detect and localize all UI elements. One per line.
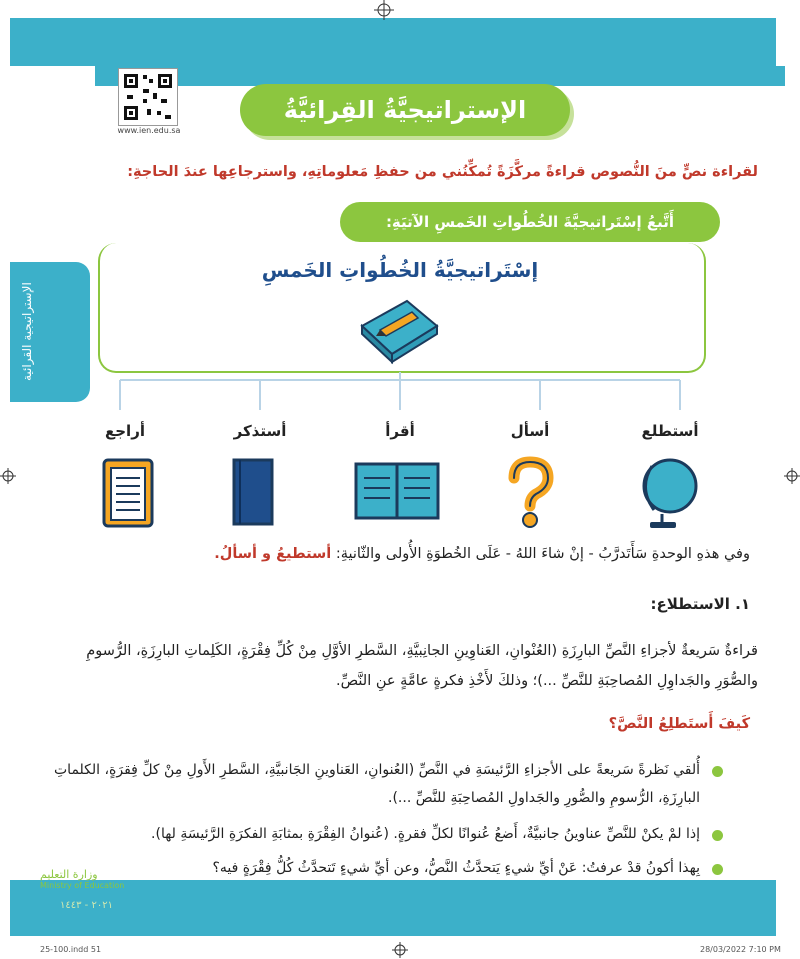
howto-heading: كَيفَ أَستَطلِعُ النَّصَّ؟	[608, 716, 750, 732]
bullet-dot-icon	[712, 766, 723, 777]
list-item: إذا لمْ يكنْ للنَّصِّ عناوينُ جانبيَّةٌ، أَضعُ عُنوانًا لكلِّ فقرةٍ. (عُنوانُ الفِقْرَةِ بمثابَةِ الفكرَةِ الرَّئيسَةِ لها).	[151, 826, 700, 842]
section-paragraph: قراءةٌ سَريعةٌ لأجزاءِ النَّصِّ البارِزَةِ (العُنْوانِ، العَناوِينِ الجانِبيَّةِ، السَّطرِ الأوَّلِ مِنْ كُلِّ فِقْرَةٍ، الكَلِماتِ البارِزَةِ، الرُّسومِ والصُّوَرِ والجَداوِلِ المُصاحِبَةِ للنَّصِّ ...)؛ وذلكَ لأَخْذِ فكرةٍ عامَّةٍ عنِ النَّصِّ.	[86, 643, 758, 689]
qr-url: www.ien.edu.sa	[117, 126, 181, 135]
section-heading: ١. الاستطلاع:	[650, 595, 750, 613]
ministry-name-en: Ministry of Education	[40, 881, 125, 890]
open-book-icon	[352, 458, 442, 524]
question-mark-icon	[500, 456, 560, 530]
step-label-survey: أستطلع	[641, 422, 699, 440]
step-label-review: أراجع	[105, 422, 145, 440]
registration-mark-icon	[392, 942, 408, 958]
header-band	[10, 18, 776, 66]
page-title: الإستراتيجيَّةُ القِرائيَّةُ	[240, 84, 570, 136]
registration-mark-icon	[374, 0, 394, 20]
step-label-read: أقرأ	[385, 422, 415, 440]
ministry-name: وزارة التعليم	[40, 868, 98, 881]
diagram-title: إسْتَراتيجيَّةُ الخُطُواتِ الخَمسِ	[261, 258, 539, 282]
bullet-dot-icon	[712, 830, 723, 841]
clipboard-icon	[100, 454, 156, 530]
step-label-question: أسأل	[510, 422, 550, 440]
list-item: أُلقي نَظرةً سَريعةً على الأجزاءِ الرَّئيسَةِ في النَّصِّ (العُنوانِ، العَناوينِ الجَانبيَّةِ، السَّطرِ الأَولِ مِنْ كلِّ فِقرَةٍ، الكلماتِ البارِزَةِ، الرُّسومِ والصُّورِ والجَداولِ المُصاحِبَةِ للنَّصِّ ...).	[54, 762, 700, 806]
ministry-logo	[40, 868, 150, 890]
closed-book-icon	[228, 456, 278, 528]
notebook-pencil-icon	[352, 296, 442, 366]
list-item: بِهذا أكونُ قدْ عرفتُ: عَنْ أيِّ شيءٍ يَتحدَّثُ النَّصُّ، وعن أيِّ شيءٍ تَتحدَّثُ كُلُّ فِقْرَةٍ فيه؟	[212, 860, 700, 876]
globe-icon	[632, 452, 702, 532]
qr-code-icon	[119, 69, 177, 125]
diagram-connectors	[110, 372, 690, 412]
steps-banner: أَتَّبعُ إسْتَراتيجيَّةَ الخُطُواتِ الخَمسِ الآتيَةِ:	[340, 202, 720, 242]
header-band-lower	[95, 66, 785, 86]
file-slug: 25-100.indd 51	[40, 945, 102, 954]
print-date: 28/03/2022 7:10 PM	[700, 945, 781, 954]
unit-note-text: وفي هذهِ الوحدةِ سَأَتَدرَّبُ - إنْ شاءَ اللهُ - عَلَى الخُطوَةِ الأُولى والثّانيةِ:	[335, 546, 750, 562]
step-label-recall: أستذكر	[233, 422, 287, 440]
unit-note	[60, 546, 750, 562]
page-number: ٢٠٢١ - ١٤٤٣	[60, 900, 113, 911]
bullet-dot-icon	[712, 864, 723, 875]
side-tab-label: الإستراتيجية القرائية	[20, 282, 34, 382]
registration-mark-icon	[0, 468, 16, 484]
registration-mark-icon	[784, 468, 800, 484]
qr-code[interactable]	[118, 68, 178, 126]
unit-note-highlight: أستطيعُ و أسألُ.	[214, 546, 332, 562]
intro-text: لقراءة نصٍّ منَ النُّصوص قراءةً مركَّزَةً تُمكِّنُني من حفظِ مَعلوماتِهِ، واسترجاعِها عندَ الحاجةِ:	[127, 164, 758, 180]
